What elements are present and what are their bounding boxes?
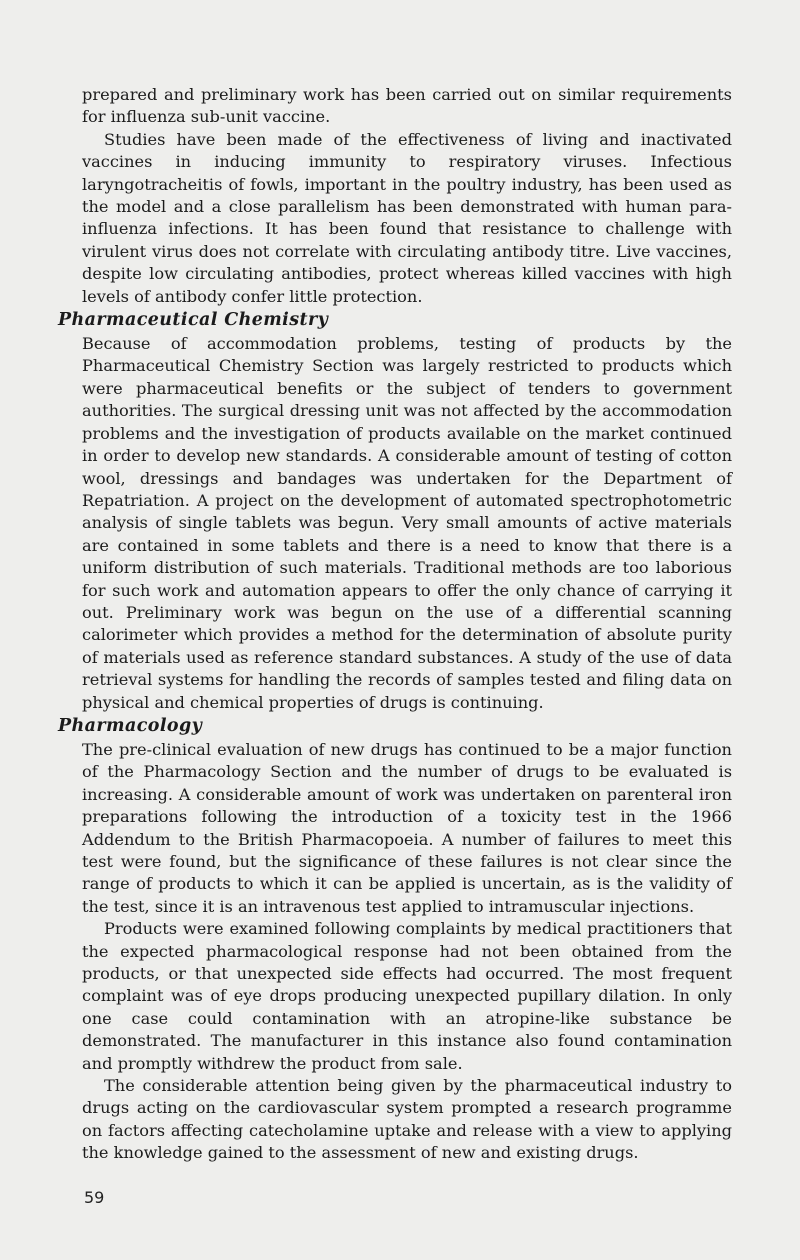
section-heading-pharmaceutical-chemistry: Pharmaceutical Chemistry [58, 310, 329, 331]
paragraph-pharmaceutical-chemistry: Because of accommodation problems, testing of products by the Pharmaceutical Chemistry Section was largely restricted to products which were pharmaceutical benefits or the subject of tenders to government authorities. The surgical dressing unit was not affected by the accommodation problems and the investigation of products available on the market continued in order to develop new standards. A considerable amount of testing of cotton wool, dressings and bandages was undertaken for the Department of Repatriation. A project on the development of automated spectrophotometric analysis of single tablets was begun. Very small amounts of active materials are contained in some tablets and there is a need to know that there is a uniform distribution of such materials. Traditional methods are too laborious for such work and automation appears to offer the only chance of carrying it out. Preliminary work was begun on the use of a differential scanning calorimeter which provides a method for the determination of absolute purity of materials used as reference standard substances. A study of the use of data retrieval systems for handling the records of samples tested and filing data on physical and chemical properties of drugs is continuing. [82, 334, 732, 712]
paragraph-pharmacology-complaints: Products were examined following complaints by medical practitioners that the expected pharmacological response had not been obtained from the products, or that unexpected side effects had occurred. The most frequent complaint was of eye drops producing unexpected pupillary dilation. In only one case could contamination with an atropine-like substance be demonstrated. The manufacturer in this instance also found contamination and promptly withdrew the product from sale. [82, 919, 732, 1073]
paragraph-pharmacology-cardiovascular: The considerable attention being given by the pharmaceutical industry to drugs acting on the cardiovascular system prompted a research programme on factors affecting catecholamine uptake and release with a view to applying the knowledge gained to the assessment of new and existing drugs. [82, 1076, 732, 1163]
paragraph-pharmacology-evaluation: The pre-clinical evaluation of new drugs has continued to be a major function of the Pharmacology Section and the number of drugs to be evaluated is increasing. A considerable amount of work was undertaken on parenteral iron preparations following the introduction of a toxicity test in the 1966 Addendum to the British Pharmacopoeia. A number of failures to meet this test were found, but the significance of these failures is not clear since the range of products to which it can be applied is uncertain, as is the validity of the test, since it is an intravenous test applied to intramuscular injections. [82, 739, 732, 916]
page-number: 59 [84, 1188, 105, 1207]
section-heading-pharmacology: Pharmacology [58, 715, 203, 736]
document-page [58, 84, 732, 1165]
paragraph-continuation: prepared and preliminary work has been carried out on similar requirements for influenza sub-unit vaccine. [82, 85, 732, 127]
paragraph-vaccine-studies: Studies have been made of the effectiveness of living and inactivated vaccines in inducing immunity to respiratory viruses. Infectious laryngotracheitis of fowls, important in the poultry industry, has been used as the model and a close parallelism has been demonstrated with human para-influenza infections. It has been found that resistance to challenge with virulent virus does not correlate with circulating antibody titre. Live vaccines, despite low circulating antibodies, protect whereas killed vaccines with high levels of antibody confer little protection. [82, 129, 732, 306]
